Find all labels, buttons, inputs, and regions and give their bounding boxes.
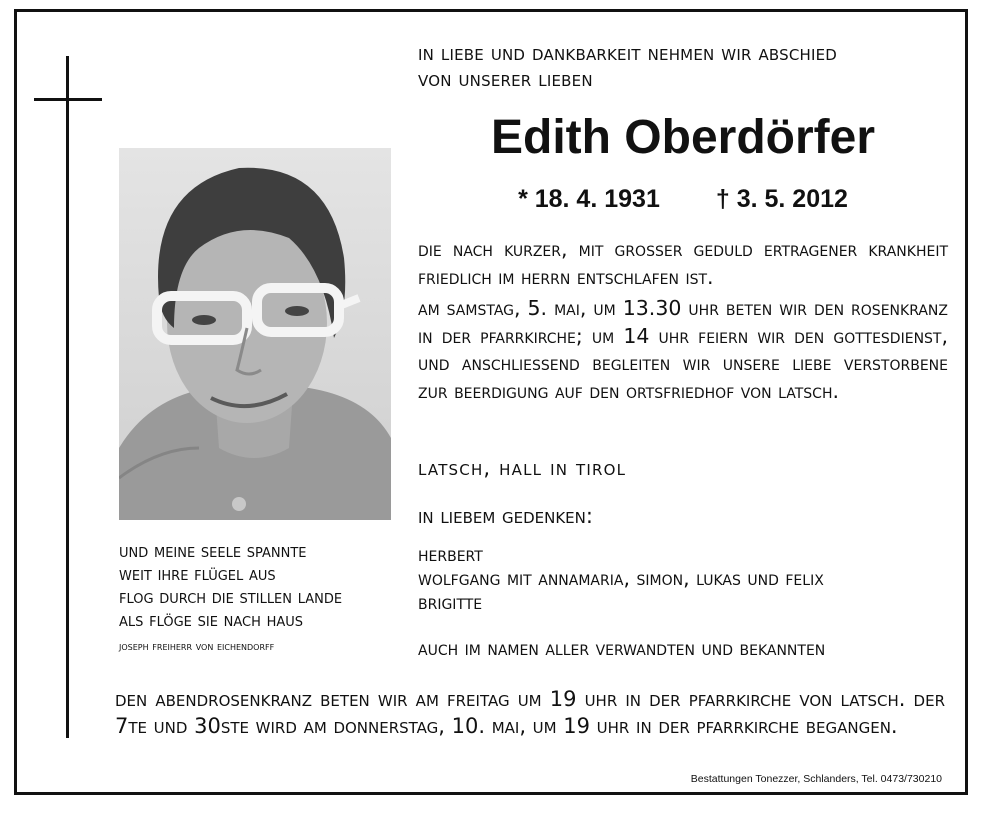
cross-horizontal-bar — [34, 98, 102, 101]
life-dates — [418, 184, 948, 214]
deceased-name: Edith Oberdörfer — [490, 111, 876, 164]
family-member: brigitte — [418, 590, 483, 614]
funeral-home-credit: Bestattungen Tonezzer, Schlanders, Tel. 0473/730210 — [690, 773, 942, 785]
poem-line: flog durch die stillen lande — [119, 587, 343, 608]
family-list — [418, 542, 948, 614]
poem-author: joseph freiherr von eichendorff — [119, 639, 275, 653]
body-paragraph-1: die nach kurzer, mit grosser geduld ertragener krankheit friedlich im herrn entschlafen ist. — [418, 237, 948, 289]
intro-line-1: in liebe und dankbarkeit nehmen wir abschied — [418, 41, 838, 65]
memory-heading: in liebem gedenken: — [418, 504, 593, 528]
body-paragraph-2: am samstag, 5. mai, um 13.30 uhr beten wir den rosenkranz in der pfarrkirche; um 14 uhr feiern wir den gottesdienst, und anschliessend begleiten wir unsere liebe verstorbene zur beerdigung auf den ortsfriedhof von latsch. — [418, 296, 948, 403]
birth-date: * 18. 4. 1931 — [518, 185, 660, 213]
footer-notice: den abendrosenkranz beten wir am freitag um 19 uhr in der pfarrkirche von latsch. der 7te und 30ste wird am donnerstag, 10. mai, um 19 uhr in der pfarrkirche begangen. — [115, 687, 945, 738]
cross-vertical-bar — [66, 56, 69, 738]
family-member: herbert — [418, 542, 483, 566]
relatives-line: auch im namen aller verwandten und bekannten — [418, 636, 826, 660]
place-line: latsch, hall in tirol — [418, 456, 627, 480]
poem-line: als flöge sie nach haus — [119, 610, 304, 631]
death-date: † 3. 5. 2012 — [715, 185, 848, 213]
poem-line: weit ihre flügel aus — [119, 564, 276, 585]
portrait-image — [119, 148, 391, 520]
intro-text — [418, 40, 948, 92]
portrait-photo — [119, 148, 391, 520]
poem-line: und meine seele spannte — [119, 541, 307, 562]
family-member: wolfgang mit annamaria, simon, lukas und felix — [418, 566, 824, 590]
intro-line-2: von unserer lieben — [418, 67, 593, 91]
poem — [119, 540, 409, 632]
notice-body — [418, 236, 948, 405]
